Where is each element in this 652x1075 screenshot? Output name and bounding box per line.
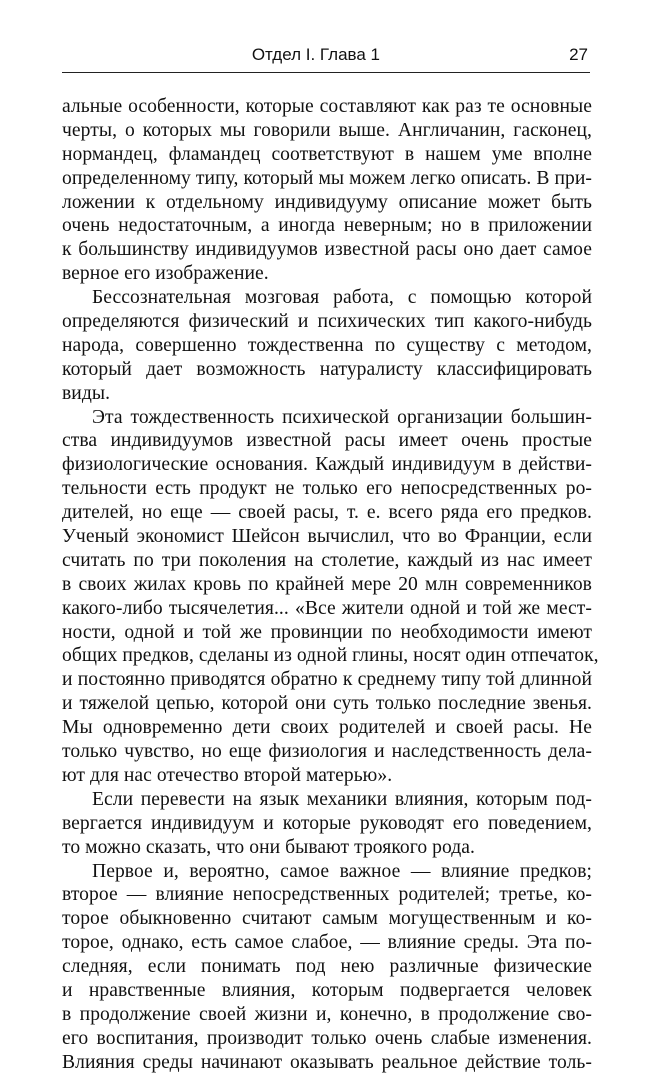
text-line: считать по три поколения на столетие, каждый из нас имеет bbox=[62, 549, 592, 571]
text-line: определенному типу, который мы можем легко описать. В при- bbox=[62, 167, 592, 189]
text-line: Влияния среды начинают оказывать реальное действие толь- bbox=[62, 1051, 592, 1073]
text-line: ства индивидуумов известной расы имеет очень простые bbox=[62, 430, 592, 452]
text-line: определяются физический и психических тип какого-нибудь bbox=[62, 311, 592, 333]
text-line: Первое и, вероятно, самое важное — влияние предков; bbox=[92, 860, 592, 882]
text-line: его воспитания, производит только очень слабые изменения. bbox=[62, 1027, 592, 1049]
text-line: черты, о которых мы говорили выше. Англичанин, гасконец, bbox=[62, 119, 592, 141]
text-line: нормандец, фламандец соответствуют в нашем уме вполне bbox=[62, 143, 592, 165]
text-line: тельности есть продукт не только его непосредственных ро- bbox=[62, 478, 592, 500]
text-line: и тяжелой цепью, которой они суть только последние звенья. bbox=[62, 693, 592, 715]
text-line: дителей, но еще — своей расы, т. е. всего ряда его предков. bbox=[62, 502, 592, 524]
text-line: народа, совершенно тождественна по существу с методом, bbox=[62, 334, 592, 356]
text-line: ложении к отдельному индивидууму описание может быть bbox=[62, 191, 592, 213]
text-line: вергается индивидуум и которые руководят его поведением, bbox=[62, 812, 592, 834]
text-line: следняя, если понимать под нею различные физические bbox=[62, 956, 592, 978]
text-line: Мы одновременно дети своих родителей и своей расы. Не bbox=[62, 717, 592, 739]
text-line: в своих жилах кровь по крайней мере 20 млн современников bbox=[62, 573, 592, 595]
text-line: только чувство, но еще физиология и наследственность дела- bbox=[62, 741, 592, 763]
text-line: и постоянно приводятся обратно к среднему типу той длинной bbox=[62, 669, 592, 691]
chapter-title: Отдел I. Глава 1 bbox=[251, 45, 380, 64]
text-line: и нравственные влияния, которым подвергается человек bbox=[62, 979, 592, 1001]
text-line: общих предков, сделаны из одной глины, носят один отпечаток, bbox=[62, 645, 599, 667]
text-line: второе — влияние непосредственных родителей; третье, ко- bbox=[62, 884, 592, 906]
text-line: Бессознательная мозговая работа, с помощью которой bbox=[92, 287, 592, 309]
text-line: очень недостаточным, а иногда неверным; но в приложении bbox=[62, 215, 592, 237]
text-line: физиологические основания. Каждый индивидуум в действи- bbox=[62, 454, 592, 476]
running-header bbox=[62, 42, 590, 73]
text-line: альные особенности, которые составляют как раз те основные bbox=[62, 96, 592, 117]
text-line: торое обыкновенно считают самым могущественным и ко- bbox=[62, 908, 592, 930]
text-line: ности, одной и той же провинции по необходимости имеют bbox=[62, 621, 592, 643]
page-number: 27 bbox=[569, 45, 588, 64]
text-line: в продолжение своей жизни и, конечно, в продолжение сво- bbox=[62, 1003, 592, 1025]
text-line: к большинству индивидуумов известной расы оно дает самое bbox=[62, 239, 592, 261]
text-line: то можно сказать, что они бывают троякого рода. bbox=[62, 836, 475, 858]
body-text bbox=[62, 95, 599, 1075]
text-line: Если перевести на язык механики влияния, которым под- bbox=[92, 788, 592, 810]
text-line: Эта тождественность психической организации большин- bbox=[92, 406, 592, 428]
text-line: который дает возможность натуралисту классифицировать bbox=[62, 358, 592, 380]
text-line: верное его изображение. bbox=[62, 263, 269, 285]
text-line: Ученый экономист Шейсон вычислил, что во Франции, если bbox=[62, 526, 592, 548]
text-line: торое, однако, есть самое слабое, — влияние среды. Эта по- bbox=[62, 932, 592, 954]
text-line: виды. bbox=[62, 382, 111, 404]
text-line: ют для нас отечество второй матерью». bbox=[62, 764, 393, 786]
text-line: какого-либо тысячелетия... «Все жители одной и той же мест- bbox=[62, 597, 592, 619]
